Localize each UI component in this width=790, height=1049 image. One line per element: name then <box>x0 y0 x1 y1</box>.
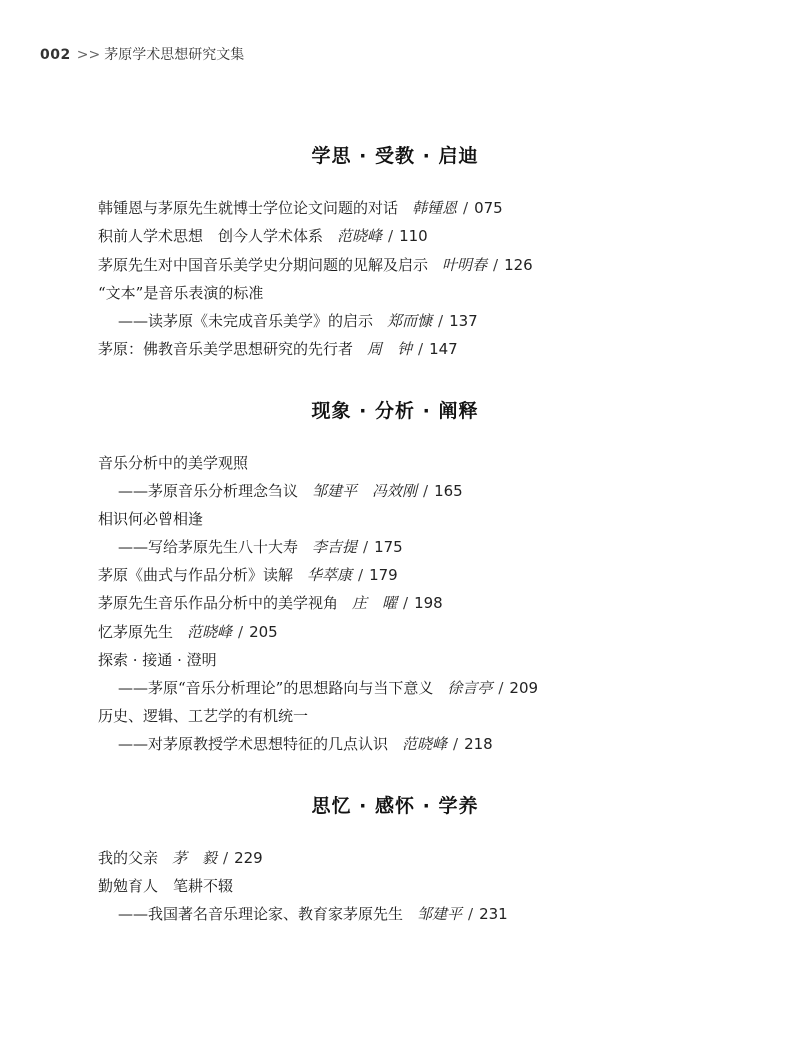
entry-subtitle: ——茅原音乐分析理念刍议 <box>118 482 299 500</box>
toc-entry[interactable]: 忆茅原先生 范晓峰 / 205 <box>98 623 278 641</box>
toc-entry[interactable]: 我的父亲 茅 毅 / 229 <box>98 849 263 867</box>
entry-title: 韩锺恩与茅原先生就博士学位论文问题的对话 <box>98 199 399 217</box>
toc-entry[interactable] <box>98 650 217 670</box>
entry-title: “文本”是音乐表演的标准 <box>98 284 264 302</box>
entry-author: 周 钟 <box>367 340 413 358</box>
toc-entry[interactable]: 茅原《曲式与作品分析》读解 华萃康 / 179 <box>98 566 398 584</box>
entry-title: 勤勉育人 笔耕不辍 <box>98 877 234 895</box>
toc-entry-subtitle-line[interactable]: ——写给茅原先生八十大寿 李吉提 / 175 <box>118 538 403 556</box>
entry-author: 邹建平 <box>417 905 463 923</box>
entry-author: 茅 毅 <box>172 849 218 867</box>
entry-author: 范晓峰 <box>337 227 383 245</box>
entry-subtitle: ——对茅原教授学术思想特征的几点认识 <box>118 735 389 753</box>
running-head <box>40 44 244 64</box>
entry-subtitle: ——写给茅原先生八十大寿 <box>118 538 299 556</box>
entry-title: 忆茅原先生 <box>98 623 174 641</box>
entry-author: 庄 曜 <box>352 594 398 612</box>
entry-page: 175 <box>374 538 403 556</box>
entry-page: 205 <box>249 623 278 641</box>
entry-title: 茅原先生音乐作品分析中的美学视角 <box>98 594 339 612</box>
toc-entry[interactable] <box>98 453 248 473</box>
toc-entry-subtitle-line[interactable]: ——我国著名音乐理论家、教育家茅原先生 邹建平 / 231 <box>118 905 508 923</box>
entry-page: 147 <box>429 340 458 358</box>
toc-entry[interactable] <box>98 706 308 726</box>
entry-subtitle: ——我国著名音乐理论家、教育家茅原先生 <box>118 905 404 923</box>
entry-page: 229 <box>234 849 263 867</box>
entry-title: 积前人学术思想 创今人学术体系 <box>98 227 324 245</box>
header-page-number: 002 <box>40 47 71 63</box>
entry-title: 历史、逻辑、工艺学的有机统一 <box>98 707 309 725</box>
entry-title: 茅原《曲式与作品分析》读解 <box>98 566 294 584</box>
entry-page: 198 <box>414 594 443 612</box>
entry-author: 李吉提 <box>312 538 358 556</box>
toc-entry[interactable]: 韩锺恩与茅原先生就博士学位论文问题的对话 韩锺恩 / 075 <box>98 199 503 217</box>
header-book-title: 茅原学术思想研究文集 <box>104 47 245 63</box>
section-title: 思忆 · 感怀 · 学养 <box>311 795 479 817</box>
toc-entry[interactable] <box>98 876 233 896</box>
entry-title: 音乐分析中的美学观照 <box>98 454 249 472</box>
entry-page: 110 <box>399 227 428 245</box>
entry-page: 218 <box>464 735 493 753</box>
entry-subtitle: ——茅原“音乐分析理论”的思想路向与当下意义 <box>118 679 434 697</box>
entry-page: 165 <box>434 482 463 500</box>
entry-page: 137 <box>449 312 478 330</box>
toc-entry-subtitle-line[interactable]: ——茅原音乐分析理念刍议 邹建平 冯效刚 / 165 <box>118 482 463 500</box>
toc-entry-subtitle-line[interactable]: ——茅原“音乐分析理论”的思想路向与当下意义 徐言亭 / 209 <box>118 679 539 697</box>
entry-subtitle: ——读茅原《未完成音乐美学》的启示 <box>118 312 374 330</box>
entry-page: 179 <box>369 566 398 584</box>
toc-entry[interactable]: 茅原先生对中国音乐美学史分期问题的见解及启示 叶明春 / 126 <box>98 256 533 274</box>
toc-entry-subtitle-line[interactable]: ——读茅原《未完成音乐美学》的启示 郑而慷 / 137 <box>118 312 478 330</box>
entry-page: 231 <box>479 905 508 923</box>
section-title: 学思 · 受教 · 启迪 <box>311 145 479 167</box>
entry-author: 郑而慷 <box>387 312 433 330</box>
entry-author: 华萃康 <box>307 566 353 584</box>
entry-page: 209 <box>509 679 539 697</box>
entry-page: 126 <box>504 256 533 274</box>
entry-author: 叶明春 <box>442 256 488 274</box>
toc-entry[interactable]: 茅原先生音乐作品分析中的美学视角 庄 曜 / 198 <box>98 594 443 612</box>
toc-entry[interactable] <box>98 283 263 303</box>
header-separator: >> <box>76 47 101 63</box>
entry-author: 邹建平 冯效刚 <box>312 482 418 500</box>
toc-entry[interactable]: 茅原：佛教音乐美学思想研究的先行者 周 钟 / 147 <box>98 340 458 358</box>
entry-author: 韩锺恩 <box>412 199 458 217</box>
toc-entry-subtitle-line[interactable]: ——对茅原教授学术思想特征的几点认识 范晓峰 / 218 <box>118 735 493 753</box>
entry-author: 范晓峰 <box>402 735 448 753</box>
toc-entry[interactable] <box>98 509 203 529</box>
entry-title: 茅原先生对中国音乐美学史分期问题的见解及启示 <box>98 256 429 274</box>
toc-entry[interactable]: 积前人学术思想 创今人学术体系 范晓峰 / 110 <box>98 227 428 245</box>
entry-title: 探索 · 接通 · 澄明 <box>98 651 217 669</box>
section-title: 现象 · 分析 · 阐释 <box>311 400 479 422</box>
entry-title: 相识何必曾相逢 <box>98 510 204 528</box>
entry-title: 我的父亲 <box>98 849 159 867</box>
entry-title: 茅原：佛教音乐美学思想研究的先行者 <box>98 340 354 358</box>
entry-author: 徐言亭 <box>447 679 493 697</box>
entry-author: 范晓峰 <box>187 623 233 641</box>
entry-page: 075 <box>474 199 503 217</box>
